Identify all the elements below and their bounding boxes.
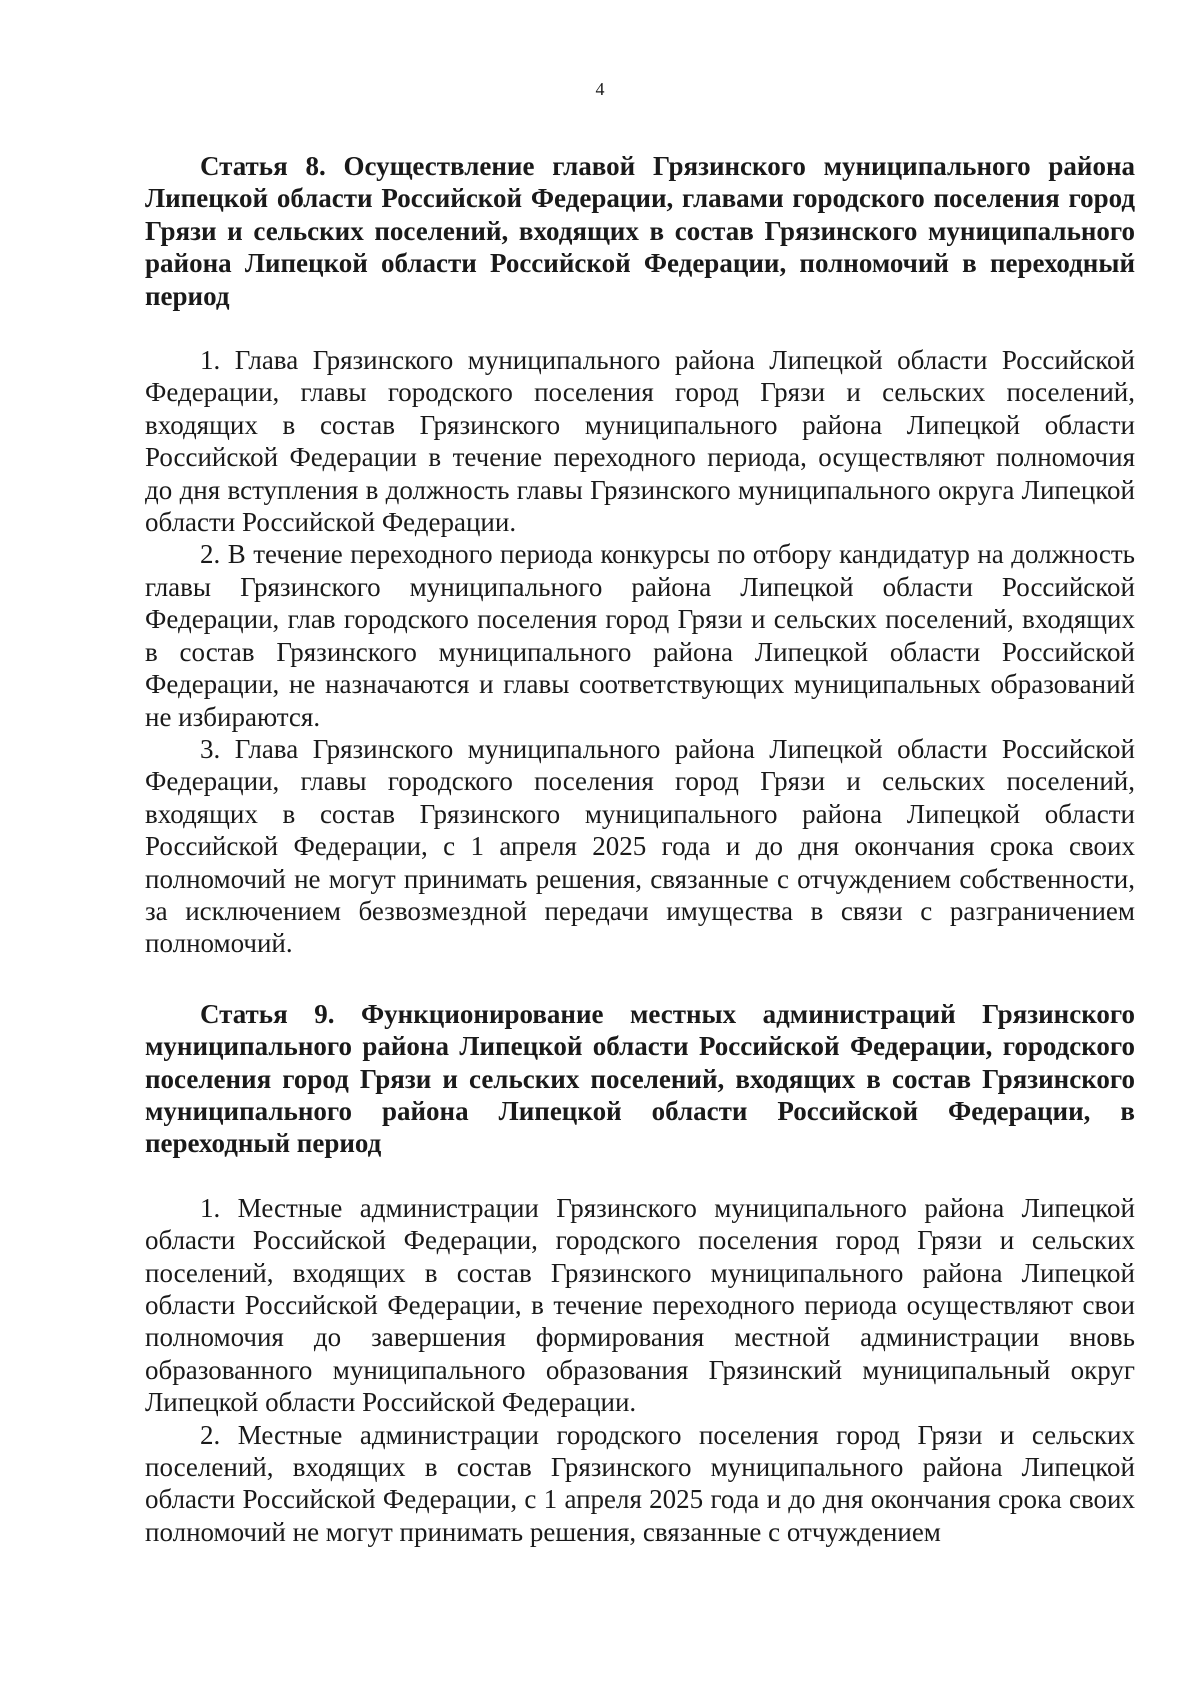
article-heading: Статья 9. Функционирование местных администраций Грязинского муниципального района Липецкой области Российской Федерации, городского поселения город Грязи и сельских поселений, входящих в состав Грязинского муниципального района Липецкой области Российской Федерации, в переходный период [145, 998, 1135, 1159]
article-body [145, 1192, 1135, 1548]
document-body [145, 150, 1135, 1548]
article-body [145, 344, 1135, 960]
page-number: 4 [595, 79, 605, 99]
paragraph: 2. Местные администрации городского поселения город Грязи и сельских поселений, входящих в состав Грязинского муниципального района Липецкой области Российской Федерации, с 1 апреля 2025 года и до дня окончания срока своих полномочий не могут принимать решения, связанные с отчуждением [145, 1419, 1135, 1547]
paragraph: 1. Местные администрации Грязинского муниципального района Липецкой области Российской Федерации, городского поселения город Грязи и сельских поселений, входящих в состав Грязинского муниципального района Липецкой области Российской Федерации, в течение переходного периода осуществляют свои полномочия до завершения формирования местной администрации вновь образованного муниципального образования Грязинский муниципальный округ Липецкой области Российской Федерации. [145, 1192, 1135, 1418]
paragraph: 2. В течение переходного периода конкурсы по отбору кандидатур на должность главы Грязинского муниципального района Липецкой области Российской Федерации, глав городского поселения город Грязи и сельских поселений, входящих в состав Грязинского муниципального района Липецкой области Российской Федерации, не назначаются и главы соответствующих муниципальных образований не избираются. [145, 539, 1135, 732]
article-9 [145, 998, 1135, 1549]
paragraph: 3. Глава Грязинского муниципального района Липецкой области Российской Федерации, главы городского поселения город Грязи и сельских поселений, входящих в состав Грязинского муниципального района Липецкой области Российской Федерации, с 1 апреля 2025 года и до дня окончания срока своих полномочий не могут принимать решения, связанные с отчуждением собственности, за исключением безвозмездной передачи имущества в связи с разграничением полномочий. [145, 733, 1135, 959]
article-8 [145, 150, 1135, 960]
article-heading: Статья 8. Осуществление главой Грязинского муниципального района Липецкой области Российской Федерации, главами городского поселения город Грязи и сельских поселений, входящих в состав Грязинского муниципального района Липецкой области Российской Федерации, полномочий в переходный период [145, 151, 1135, 311]
paragraph: 1. Глава Грязинского муниципального района Липецкой области Российской Федерации, главы городского поселения город Грязи и сельских поселений, входящих в состав Грязинского муниципального района Липецкой области Российской Федерации в течение переходного периода, осуществляют полномочия до дня вступления в должность главы Грязинского муниципального округа Липецкой области Российской Федерации. [145, 345, 1135, 538]
